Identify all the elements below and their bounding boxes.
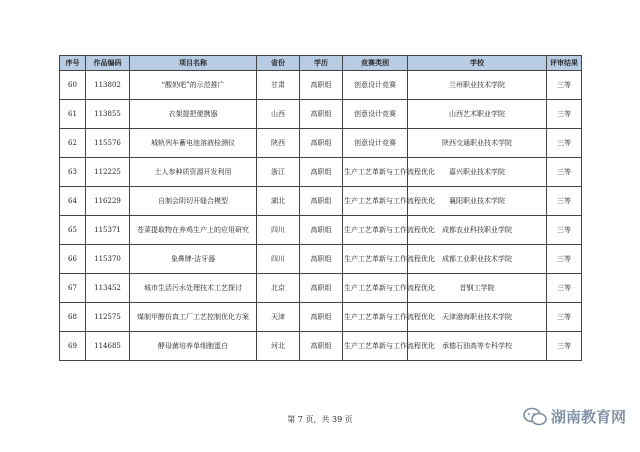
cell-category: 生产工艺革新与工作流程优化 [343, 187, 408, 216]
column-header-level: 学历 [300, 56, 343, 71]
cell-school: 兰州职业技术学院 [408, 71, 547, 100]
cell-project: 自制会阴切开缝合模型 [130, 187, 257, 216]
cell-code: 113855 [86, 100, 130, 129]
results-table [59, 55, 582, 361]
column-header-result: 评审结果 [547, 56, 582, 71]
cell-level: 高职组 [300, 216, 343, 245]
cell-category: 创意设计竞赛 [343, 71, 408, 100]
cell-result: 三等 [547, 71, 582, 100]
cell-code: 116229 [86, 187, 130, 216]
cell-result: 三等 [547, 100, 582, 129]
cell-province: 甘肃 [257, 71, 300, 100]
cell-school: 山西艺术职业学院 [408, 100, 547, 129]
cell-school: 成都工业职业技术学院 [408, 245, 547, 274]
cell-school: 嘉兴职业技术学院 [408, 158, 547, 187]
cell-serial: 65 [60, 216, 86, 245]
cell-school: 成都农业科技职业学院 [408, 216, 547, 245]
page-footer: 第 7 页，共 39 页 [287, 415, 353, 424]
cell-province: 河北 [257, 332, 300, 361]
cell-level: 高职组 [300, 129, 343, 158]
cell-code: 112575 [86, 303, 130, 332]
column-header-serial: 序号 [60, 56, 86, 71]
cell-serial: 67 [60, 274, 86, 303]
cell-code: 115370 [86, 245, 130, 274]
table-row [60, 129, 582, 158]
cell-result: 三等 [547, 245, 582, 274]
cell-province: 山西 [257, 100, 300, 129]
table-row [60, 303, 582, 332]
cell-school: 天津渤海职业技术学院 [408, 303, 547, 332]
cell-school: 承德石油高等专科学校 [408, 332, 547, 361]
cell-project: 城市生活污水处理技术工艺探讨 [130, 274, 257, 303]
cell-category: 创意设计竞赛 [343, 129, 408, 158]
wechat-logo-icon [523, 407, 547, 427]
table-row [60, 274, 582, 303]
table-header-row [60, 56, 582, 71]
cell-serial: 61 [60, 100, 86, 129]
column-header-category: 竞赛类别 [343, 56, 408, 71]
cell-category: 生产工艺革新与工作流程优化 [343, 274, 408, 303]
cell-level: 高职组 [300, 100, 343, 129]
cell-result: 三等 [547, 274, 582, 303]
cell-result: 三等 [547, 332, 582, 361]
cell-serial: 69 [60, 332, 86, 361]
cell-level: 高职组 [300, 158, 343, 187]
cell-project: “酸奶吧”的示范推广 [130, 71, 257, 100]
cell-serial: 62 [60, 129, 86, 158]
cell-result: 三等 [547, 129, 582, 158]
cell-level: 高职组 [300, 71, 343, 100]
table-row [60, 216, 582, 245]
cell-code: 112225 [86, 158, 130, 187]
cell-category: 创意设计竞赛 [343, 100, 408, 129]
watermark-text: 湖南教育网 [550, 408, 626, 426]
cell-level: 高职组 [300, 332, 343, 361]
cell-province: 陕西 [257, 129, 300, 158]
cell-level: 高职组 [300, 187, 343, 216]
cell-result: 三等 [547, 158, 582, 187]
watermark [523, 406, 626, 427]
cell-school: 陕西交通职业技术学院 [408, 129, 547, 158]
cell-serial: 63 [60, 158, 86, 187]
cell-category: 生产工艺革新与工作流程优化 [343, 303, 408, 332]
cell-project: 煤制甲醇仿真工厂工艺控制优化方案 [130, 303, 257, 332]
cell-serial: 64 [60, 187, 86, 216]
column-header-project: 项目名称 [130, 56, 257, 71]
table-row [60, 332, 582, 361]
cell-category: 生产工艺革新与工作流程优化 [343, 216, 408, 245]
cell-project: 酵母菌培养单细胞蛋白 [130, 332, 257, 361]
table-row [60, 158, 582, 187]
cell-province: 湖北 [257, 187, 300, 216]
table-row [60, 71, 582, 100]
cell-category: 生产工艺革新与工作流程优化 [343, 332, 408, 361]
cell-serial: 66 [60, 245, 86, 274]
cell-project: 衣架提把便携器 [130, 100, 257, 129]
table-row [60, 245, 582, 274]
table-row [60, 187, 582, 216]
cell-level: 高职组 [300, 274, 343, 303]
cell-level: 高职组 [300, 245, 343, 274]
cell-school: 首钢工学院 [408, 274, 547, 303]
cell-code: 113452 [86, 274, 130, 303]
cell-code: 115371 [86, 216, 130, 245]
cell-result: 三等 [547, 303, 582, 332]
table-row [60, 100, 582, 129]
cell-serial: 68 [60, 303, 86, 332]
cell-province: 浙江 [257, 158, 300, 187]
cell-code: 115576 [86, 129, 130, 158]
cell-code: 113802 [86, 71, 130, 100]
column-header-school: 学校 [408, 56, 547, 71]
cell-serial: 60 [60, 71, 86, 100]
cell-code: 114685 [86, 332, 130, 361]
cell-category: 生产工艺革新与工作流程优化 [343, 245, 408, 274]
cell-result: 三等 [547, 216, 582, 245]
cell-province: 四川 [257, 245, 300, 274]
cell-province: 天津 [257, 303, 300, 332]
column-header-code: 作品编码 [86, 56, 130, 71]
cell-project: 象鼻牌-洁牙器 [130, 245, 257, 274]
cell-result: 三等 [547, 187, 582, 216]
cell-project: 苍菜提取物在养鸡生产上的应用研究 [130, 216, 257, 245]
cell-project: 土人参种质资源开发利用 [130, 158, 257, 187]
cell-province: 四川 [257, 216, 300, 245]
table-body [60, 71, 582, 361]
cell-project: 城轨列车蓄电池溶液检测仪 [130, 129, 257, 158]
column-header-province: 省份 [257, 56, 300, 71]
cell-level: 高职组 [300, 303, 343, 332]
cell-category: 生产工艺革新与工作流程优化 [343, 158, 408, 187]
cell-province: 北京 [257, 274, 300, 303]
cell-school: 襄阳职业技术学院 [408, 187, 547, 216]
